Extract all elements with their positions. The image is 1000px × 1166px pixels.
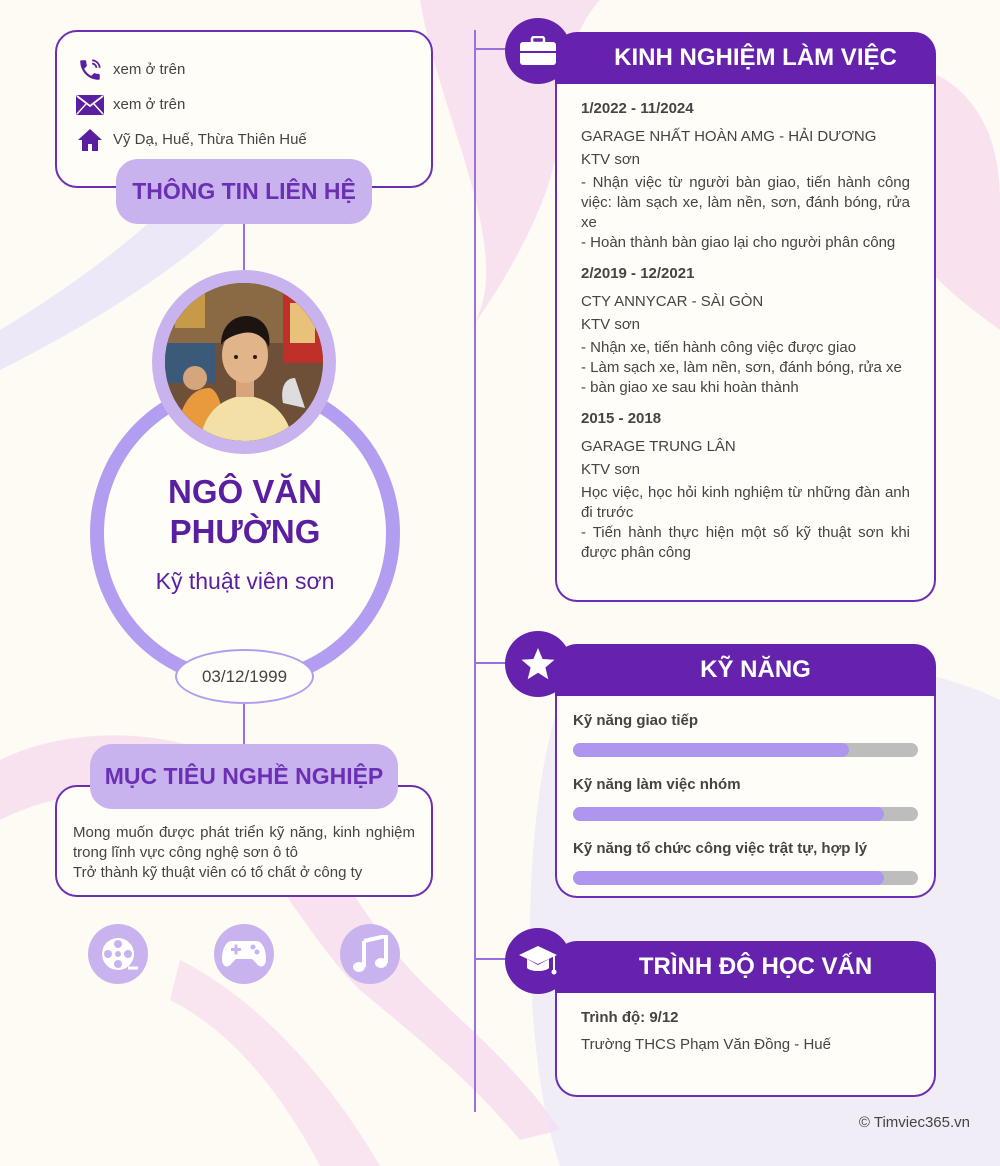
job-company: CTY ANNYCAR - SÀI GÒN bbox=[581, 293, 764, 310]
film-reel-icon bbox=[88, 924, 148, 984]
contact-phone-row bbox=[75, 52, 413, 87]
connector-line bbox=[475, 48, 507, 50]
job-desc: Học việc, học hỏi kinh nghiệm từ những đàn anh đi trước bbox=[581, 484, 910, 521]
skill-item bbox=[573, 776, 918, 821]
skill-label: Kỹ năng giao tiếp bbox=[573, 712, 699, 729]
job-company: GARAGE NHẤT HOÀN AMG - HẢI DƯƠNG bbox=[581, 128, 877, 145]
connector-line bbox=[243, 704, 245, 746]
job-period: 1/2022 - 11/2024 bbox=[581, 100, 694, 117]
job-entry bbox=[581, 410, 910, 563]
contact-phone: xem ở trên bbox=[113, 61, 186, 78]
contact-address-row bbox=[75, 122, 413, 157]
job-company: GARAGE TRUNG LÂN bbox=[581, 438, 736, 455]
contact-heading: THÔNG TIN LIÊN HỆ bbox=[116, 159, 372, 224]
education-body bbox=[555, 993, 936, 1097]
connector-line bbox=[243, 224, 245, 272]
skill-bar bbox=[573, 807, 918, 821]
job-entry bbox=[581, 265, 910, 398]
skills-heading: KỸ NĂNG bbox=[555, 644, 936, 696]
job-period: 2015 - 2018 bbox=[581, 410, 662, 427]
skill-label: Kỹ năng làm việc nhóm bbox=[573, 776, 741, 793]
gamepad-icon bbox=[214, 924, 274, 984]
experience-body bbox=[555, 84, 936, 602]
job-role: KTV sơn bbox=[581, 316, 641, 333]
briefcase-icon bbox=[505, 18, 571, 84]
contact-email-row bbox=[75, 87, 413, 122]
phone-icon bbox=[75, 56, 105, 84]
profile-title: Kỹ thuật viên sơn bbox=[155, 568, 335, 594]
job-desc: - Tiến hành thực hiện một số kỹ thuật sơn khi được phân công bbox=[581, 524, 910, 561]
home-icon bbox=[75, 126, 105, 154]
job-desc: - Làm sạch xe, làm nền, sơn, đánh bóng, rửa xe bbox=[581, 359, 902, 376]
skill-item bbox=[573, 712, 918, 757]
experience-heading: KINH NGHIỆM LÀM VIỆC bbox=[555, 32, 936, 84]
envelope-icon bbox=[75, 91, 105, 119]
job-desc: - Nhận xe, tiến hành công việc được giao bbox=[581, 339, 857, 356]
job-role: KTV sơn bbox=[581, 151, 641, 168]
skill-label: Kỹ năng tổ chức công việc trật tự, hợp lý bbox=[573, 840, 868, 857]
timeline-line bbox=[474, 30, 476, 1112]
contact-address: Vỹ Dạ, Huế, Thừa Thiên Huế bbox=[113, 131, 307, 148]
goal-heading: MỤC TIÊU NGHỀ NGHIỆP bbox=[90, 744, 398, 809]
job-desc: - Nhận việc từ người bàn giao, tiến hành công việc: làm sạch xe, làm nền, sơn, đánh bóng, rửa xe bbox=[581, 174, 910, 231]
skill-bar bbox=[573, 871, 918, 885]
goal-line: Mong muốn được phát triển kỹ năng, kinh nghiệm trong lĩnh vực công nghệ sơn ô tô bbox=[73, 824, 415, 861]
skill-bar bbox=[573, 743, 918, 757]
music-note-icon bbox=[340, 924, 400, 984]
contact-email: xem ở trên bbox=[113, 96, 186, 113]
job-period: 2/2019 - 12/2021 bbox=[581, 265, 695, 282]
job-role: KTV sơn bbox=[581, 461, 641, 478]
profile-dob: 03/12/1999 bbox=[175, 649, 314, 704]
avatar bbox=[165, 283, 323, 441]
skill-bar-fill bbox=[573, 743, 849, 757]
connector-line bbox=[475, 662, 507, 664]
graduation-cap-icon bbox=[505, 928, 571, 994]
education-heading: TRÌNH ĐỘ HỌC VẤN bbox=[555, 941, 936, 993]
job-desc: - bàn giao xe sau khi hoàn thành bbox=[581, 379, 799, 396]
skill-item bbox=[573, 840, 918, 885]
job-entry bbox=[581, 100, 910, 253]
job-desc: - Hoàn thành bàn giao lại cho người phân công bbox=[581, 234, 896, 251]
education-school: Trường THCS Phạm Văn Đồng - Huế bbox=[581, 1036, 831, 1053]
footer-copyright: © Timviec365.vn bbox=[858, 1114, 970, 1131]
star-icon bbox=[505, 631, 571, 697]
education-level: Trình độ: 9/12 bbox=[581, 1009, 679, 1026]
skill-bar-fill bbox=[573, 807, 884, 821]
skill-bar-fill bbox=[573, 871, 884, 885]
connector-line bbox=[475, 958, 507, 960]
profile-name: NGÔ VĂN PHƯỜNG bbox=[167, 473, 322, 550]
goal-line: Trở thành kỹ thuật viên có tố chất ở công ty bbox=[73, 864, 363, 881]
skills-body bbox=[555, 696, 936, 898]
